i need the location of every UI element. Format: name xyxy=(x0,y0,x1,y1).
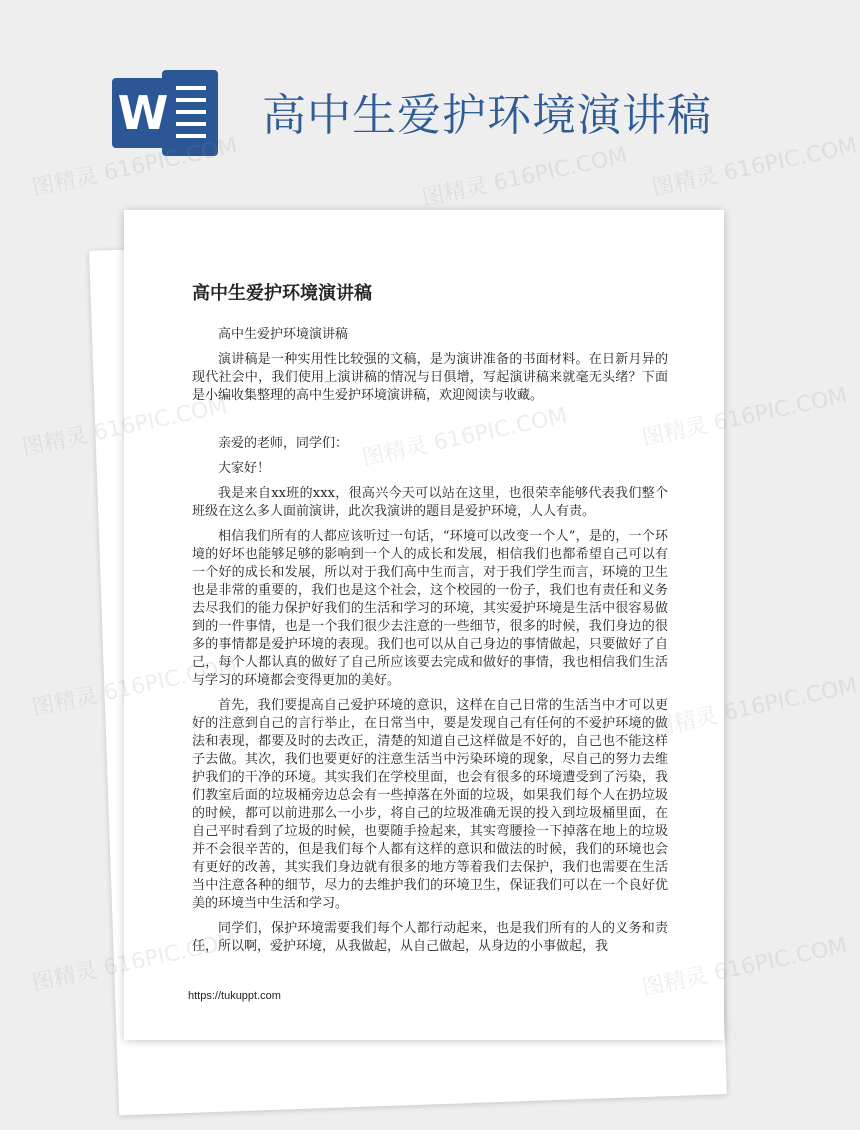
page-title: 高中生爱护环境演讲稿 xyxy=(262,90,712,141)
paragraph-greeting: 亲爱的老师，同学们： xyxy=(218,436,349,451)
footer-url[interactable]: https://tukuppt.com xyxy=(188,990,281,1002)
paragraph-hello: 大家好！ xyxy=(218,461,271,476)
paragraph-body-3: 同学们，保护环境需要我们每个人都行动起来，也是我们所有的人的义务和责任，所以啊，爱护环境，从我做起，从自己做起，从身边的小事做起，我 xyxy=(192,921,668,954)
document-body xyxy=(192,282,668,963)
paragraph-intro: 演讲稿是一种实用性比较强的文稿，是为演讲准备的书面材料。在日新月异的现代社会中，我们使用上演讲稿的情况与日俱增，写起演讲稿来就毫无头绪？下面是小编收集整理的高中生爱护环境演讲稿，欢迎阅读与收藏。 xyxy=(192,352,668,403)
watermark: 图精灵 616PIC.COM xyxy=(640,933,850,1002)
watermark: 图精灵 616PIC.COM xyxy=(420,143,630,212)
watermark: 图精灵 xyxy=(30,958,100,997)
word-icon-letter: W xyxy=(112,78,174,148)
watermark: 图精灵 616PIC.COM xyxy=(650,133,860,202)
watermark: 图精灵 xyxy=(20,423,90,462)
document-page xyxy=(124,210,724,1040)
paragraph-subtitle: 高中生爱护环境演讲稿 xyxy=(218,327,349,342)
paragraph-body-1: 相信我们所有的人都应该听过一句话，“环境可以改变一个人”，是的，一个环境的好坏也能够足够的影响到一个人的成长和发展，相信我们也都希望自己可以有一个好的成长和发展，所以对于我们高中生而言，对于我们学生而言，环境的卫生也是非常的重要的，我们也是这个社会，这个校园的一份子，我们也有责任和义务去尽我们的能力保护好我们的生活和学习的环境，其实爱护环境是生活中很容易做到的一件事情，也是一个我们很少去注意的一些细节，很多的时候，我们身边的很多的事情都是爱护环境的表现。我们也可以从自己身边的事情做起，只要做好了自己，每个人都认真的做好了自己所应该要去完成和做好的事情，我也相信我们生活与学习的环境都会变得更加的美好。 xyxy=(192,529,668,688)
document-title: 高中生爱护环境演讲稿 xyxy=(192,283,372,304)
paragraph-self-intro: 我是来自xx班的xxx，很高兴今天可以站在这里，也很荣幸能够代表我们整个班级在这么多人面前演讲，此次我演讲的题目是爱护环境，人人有责。 xyxy=(192,486,668,519)
watermark: 图精灵 xyxy=(30,683,100,722)
paragraph-body-2: 首先，我们要提高自己爱护环境的意识，这样在自己日常的生活当中才可以更好的注意到自己的言行举止，在日常当中，要是发现自己有任何的不爱护环境的做法和表现，都要及时的去改正，清楚的知道自己这样做是不好的，自己也不能这样子去做。其次，我们也要更好的注意生活当中污染环境的现象，尽自己的努力去维护我们的干净的环境。其实我们在学校里面，也会有很多的环境遭受到了污染，我们教室后面的垃圾桶旁边总会有一些掉落在外面的垃圾，如果我们每个人在扔垃圾的时候，都可以前进那么一小步，将自己的垃圾准确无误的投入到垃圾桶里面，在自己平时看到了垃圾的时候，也要随手捡起来，其实弯腰捡一下掉落在地上的垃圾并不会很辛苦的，但是我们每个人都有这样的意识和做法的时候，我们的环境也会有更好的改善，其实我们身边就有很多的地方等着我们去保护，我们也需要在生活当中注意各种的细节，尽力的去维护我们的环境卫生，保证我们可以在一个良好优美的环境当中生活和学习。 xyxy=(192,698,668,911)
watermark: 图精灵 616PIC.COM xyxy=(30,133,240,202)
word-icon xyxy=(112,70,222,156)
watermark: 图精灵 616PIC.COM xyxy=(640,383,850,452)
header xyxy=(0,0,800,200)
watermark: 图精灵 616PIC.COM xyxy=(650,673,860,742)
